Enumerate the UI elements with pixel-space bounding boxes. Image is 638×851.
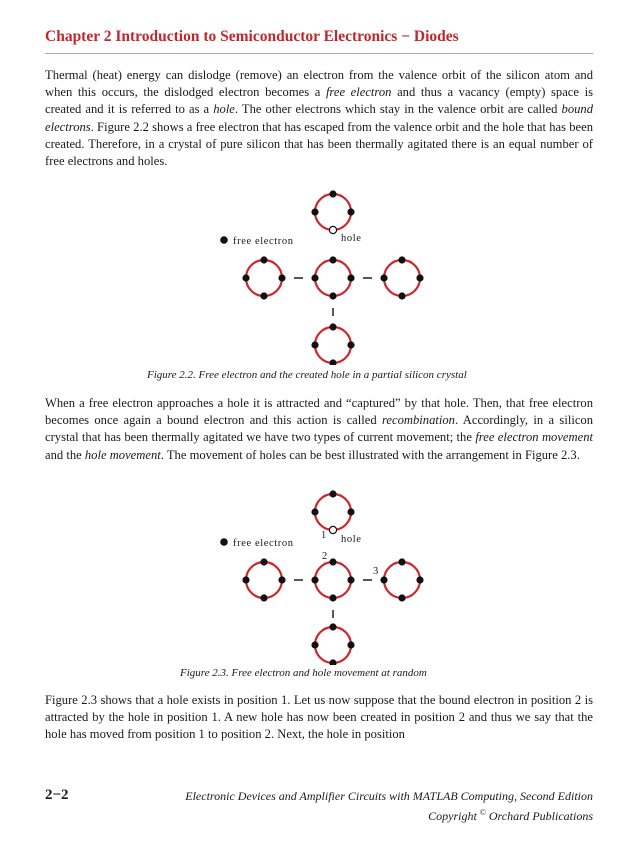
text-span: . The movement of holes can be best illustrated with the arrangement in Figure 2.3. xyxy=(160,447,580,462)
atom-center xyxy=(311,558,354,601)
atom-right xyxy=(380,558,423,601)
term-hole: hole xyxy=(213,102,235,117)
hole-marker xyxy=(329,526,336,533)
copyright-symbol: © xyxy=(479,808,486,817)
bound-electron xyxy=(329,190,336,197)
term-hole-movement: hole movement xyxy=(84,447,161,462)
atom-left xyxy=(242,558,285,601)
atom-top xyxy=(311,490,354,533)
free-electron-marker xyxy=(220,538,228,546)
copyright-word: Copyright xyxy=(428,809,477,823)
atom-left xyxy=(242,256,285,299)
text-span: and thus a vacancy (empty) space is created and it is referred to as a xyxy=(45,85,593,117)
copyright-line xyxy=(428,808,593,824)
free-electron-label: free electron xyxy=(233,538,294,549)
text-span: and the xyxy=(45,447,85,462)
position-2-label: 2 xyxy=(322,551,328,562)
free-electron-marker xyxy=(220,236,228,244)
bound-electron xyxy=(347,208,354,215)
text-span: Thermal (heat) energy can dislodge (remove) an electron from the valence orbit of the silicon atom and when this occurs, the dislodged electron becomes a xyxy=(45,68,593,100)
term-free-electron: free electron xyxy=(325,85,392,100)
figure-2-2-caption: Figure 2.2. Free electron and the created hole in a partial silicon crystal xyxy=(147,369,467,381)
text-span: When a free electron approaches a hole it is attracted and “captured” by that hole. Then, that free electron becomes once again a bound electron and this action is called xyxy=(45,396,593,428)
book-title: Electronic Devices and Amplifier Circuits with MATLAB Computing, Second Edition xyxy=(185,789,593,803)
figure-2-2-diagram xyxy=(0,185,638,365)
bound-electron xyxy=(311,208,318,215)
publisher-name: Orchard Publications xyxy=(488,809,593,823)
text-span: . Accordingly, in a silicon crystal that has been thermally agitated we have two types of current movement; the xyxy=(45,413,594,445)
atom-top xyxy=(311,190,354,233)
page-number: 2−2 xyxy=(45,787,69,803)
term-bound-electrons: bound electrons xyxy=(45,102,593,134)
text-span: . Figure 2.2 shows a free electron that has escaped from the valence orbit and the hole that has been created. Therefore, in a crystal of pure silicon that has been thermally agitated there is an equal number of free electrons and holes. xyxy=(45,119,593,169)
chapter-heading: Chapter 2 Introduction to Semiconductor Electronics − Diodes xyxy=(45,28,459,45)
paragraph-thermal-energy xyxy=(45,67,593,170)
paragraph-hole-movement: Figure 2.3 shows that a hole exists in position 1. Let us now suppose that the bound electron in position 2 is attracted by the hole in position 1. A new hole has now been created in position 2 and thus we say that the hole has moved from position 1 to position 2. Next, the hole in position xyxy=(45,693,593,742)
atom-bottom xyxy=(311,623,354,665)
hole-marker xyxy=(329,226,336,233)
term-free-electron-movement: free electron movement xyxy=(475,430,593,445)
atom-center xyxy=(311,256,354,299)
figure-2-3-caption: Figure 2.3. Free electron and hole movement at random xyxy=(180,667,427,679)
hole-label: hole xyxy=(341,534,362,545)
free-electron-label: free electron xyxy=(233,236,294,247)
term-recombination: recombination xyxy=(381,413,455,428)
header-divider xyxy=(45,53,593,54)
atom-right xyxy=(380,256,423,299)
hole-label: hole xyxy=(341,233,362,244)
figure-2-3-diagram xyxy=(0,485,638,665)
text-span: . The other electrons which stay in the valence orbit are called xyxy=(234,102,562,117)
position-1-label: 1 xyxy=(321,530,327,541)
atom-bottom xyxy=(311,323,354,365)
paragraph-recombination xyxy=(45,395,593,464)
position-3-label: 3 xyxy=(373,566,379,577)
